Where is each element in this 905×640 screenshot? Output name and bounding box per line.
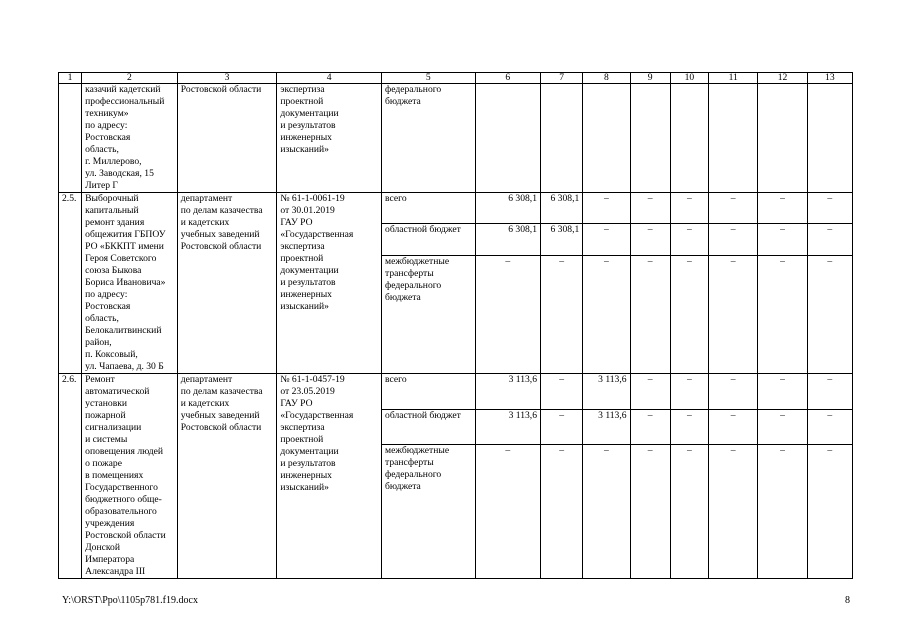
amount-cell: –	[709, 193, 758, 224]
funding-source-cell: федерального бюджета	[382, 84, 476, 193]
amount-cell: –	[670, 445, 708, 579]
table-cell	[59, 84, 82, 193]
amount-cell: –	[541, 409, 583, 445]
header-cell: 7	[541, 73, 583, 84]
amount-cell: –	[630, 374, 670, 410]
amount-cell: –	[709, 224, 758, 255]
amount-cell: 3 113,6	[583, 409, 630, 445]
table-cell	[807, 84, 852, 193]
table-row	[59, 374, 853, 410]
page-number: 8	[845, 595, 850, 606]
amount-cell: –	[807, 193, 852, 224]
amount-cell: –	[758, 255, 807, 373]
executor-cell: департамент по делам казачества и кадетских учебных заведений Ростовской области	[177, 374, 277, 579]
header-cell: 1	[59, 73, 82, 84]
amount-cell: –	[541, 374, 583, 410]
header-cell: 6	[475, 73, 540, 84]
table-cell	[758, 84, 807, 193]
amount-cell: –	[807, 409, 852, 445]
amount-cell: –	[807, 374, 852, 410]
amount-cell: –	[670, 374, 708, 410]
amount-cell: –	[807, 224, 852, 255]
continued-row	[59, 84, 853, 193]
header-cell: 5	[382, 73, 476, 84]
row-number-cell: 2.5.	[59, 193, 82, 374]
column-number-row	[59, 73, 853, 84]
amount-cell: 3 113,6	[583, 374, 630, 410]
object-name-cell: Ремонт автоматической установки пожарной сигнализации и системы оповещения людей о пожаре в помещениях Государственного бюджетного обще- образовательного учреждения Ростовской области Донской Императора Александра III	[82, 374, 178, 579]
amount-cell: –	[630, 445, 670, 579]
document-cell: № 61-1-0457-19 от 23.05.2019 ГАУ РО «Государственная экспертиза проектной документации и результатов инженерных изысканий»	[277, 374, 382, 579]
funding-source-cell: всего	[382, 193, 476, 224]
amount-cell: 6 308,1	[475, 193, 540, 224]
amount-cell: –	[630, 255, 670, 373]
object-name-cell: Выборочный капитальный ремонт здания общежития ГБПОУ РО «БККПТ имени Героя Советского союза Быкова Бориса Ивановича» по адресу: Ростовская область, Белокалитвинский район, п. Коксовый, ул. Чапаева, д. 30 Б	[82, 193, 178, 374]
amount-cell: –	[583, 224, 630, 255]
amount-cell: –	[541, 445, 583, 579]
amount-cell: –	[758, 224, 807, 255]
header-cell: 3	[177, 73, 277, 84]
document-cell: № 61-1-0061-19 от 30.01.2019 ГАУ РО «Государственная экспертиза проектной документации и результатов инженерных изысканий»	[277, 193, 382, 374]
funding-source-cell: межбюджетные трансферты федерального бюджета	[382, 445, 476, 579]
amount-cell: –	[630, 409, 670, 445]
amount-cell: –	[475, 255, 540, 373]
header-cell: 9	[630, 73, 670, 84]
amount-cell: –	[583, 255, 630, 373]
amount-cell: 3 113,6	[475, 409, 540, 445]
amount-cell: –	[758, 374, 807, 410]
amount-cell: 6 308,1	[541, 193, 583, 224]
amount-cell: –	[670, 255, 708, 373]
header-cell: 8	[583, 73, 630, 84]
amount-cell: –	[583, 445, 630, 579]
funding-source-cell: всего	[382, 374, 476, 410]
budget-table	[58, 72, 853, 579]
funding-source-cell: областной бюджет	[382, 409, 476, 445]
amount-cell: –	[807, 445, 852, 579]
header-cell: 10	[670, 73, 708, 84]
amount-cell: –	[807, 255, 852, 373]
document-cell: экспертиза проектной документации и результатов инженерных изысканий»	[277, 84, 382, 193]
amount-cell: –	[630, 224, 670, 255]
object-name-cell: казачий кадетский профессиональный техникум» по адресу: Ростовская область, г. Миллерово, ул. Заводская, 15 Литер Г	[82, 84, 178, 193]
amount-cell: –	[670, 193, 708, 224]
table-cell	[541, 84, 583, 193]
header-cell: 2	[82, 73, 178, 84]
header-cell: 4	[277, 73, 382, 84]
amount-cell: –	[709, 445, 758, 579]
amount-cell: –	[709, 409, 758, 445]
executor-cell: Ростовской области	[177, 84, 277, 193]
header-cell: 13	[807, 73, 852, 84]
table-cell	[670, 84, 708, 193]
header-cell: 12	[758, 73, 807, 84]
amount-cell: 6 308,1	[475, 224, 540, 255]
row-number-cell: 2.6.	[59, 374, 82, 579]
table-row	[59, 193, 853, 224]
amount-cell: 6 308,1	[541, 224, 583, 255]
amount-cell: –	[670, 409, 708, 445]
amount-cell: –	[475, 445, 540, 579]
table-cell	[583, 84, 630, 193]
executor-cell: департамент по делам казачества и кадетских учебных заведений Ростовской области	[177, 193, 277, 374]
file-path: Y:\ORST\Ppo\1105p781.f19.docx	[62, 595, 198, 606]
amount-cell: –	[709, 255, 758, 373]
amount-cell: –	[758, 193, 807, 224]
funding-source-cell: межбюджетные трансферты федерального бюджета	[382, 255, 476, 373]
funding-source-cell: областной бюджет	[382, 224, 476, 255]
header-cell: 11	[709, 73, 758, 84]
amount-cell: –	[709, 374, 758, 410]
table-cell	[475, 84, 540, 193]
amount-cell: –	[758, 409, 807, 445]
table-cell	[709, 84, 758, 193]
table-cell	[630, 84, 670, 193]
amount-cell: –	[630, 193, 670, 224]
amount-cell: –	[583, 193, 630, 224]
amount-cell: 3 113,6	[475, 374, 540, 410]
amount-cell: –	[541, 255, 583, 373]
amount-cell: –	[758, 445, 807, 579]
amount-cell: –	[670, 224, 708, 255]
